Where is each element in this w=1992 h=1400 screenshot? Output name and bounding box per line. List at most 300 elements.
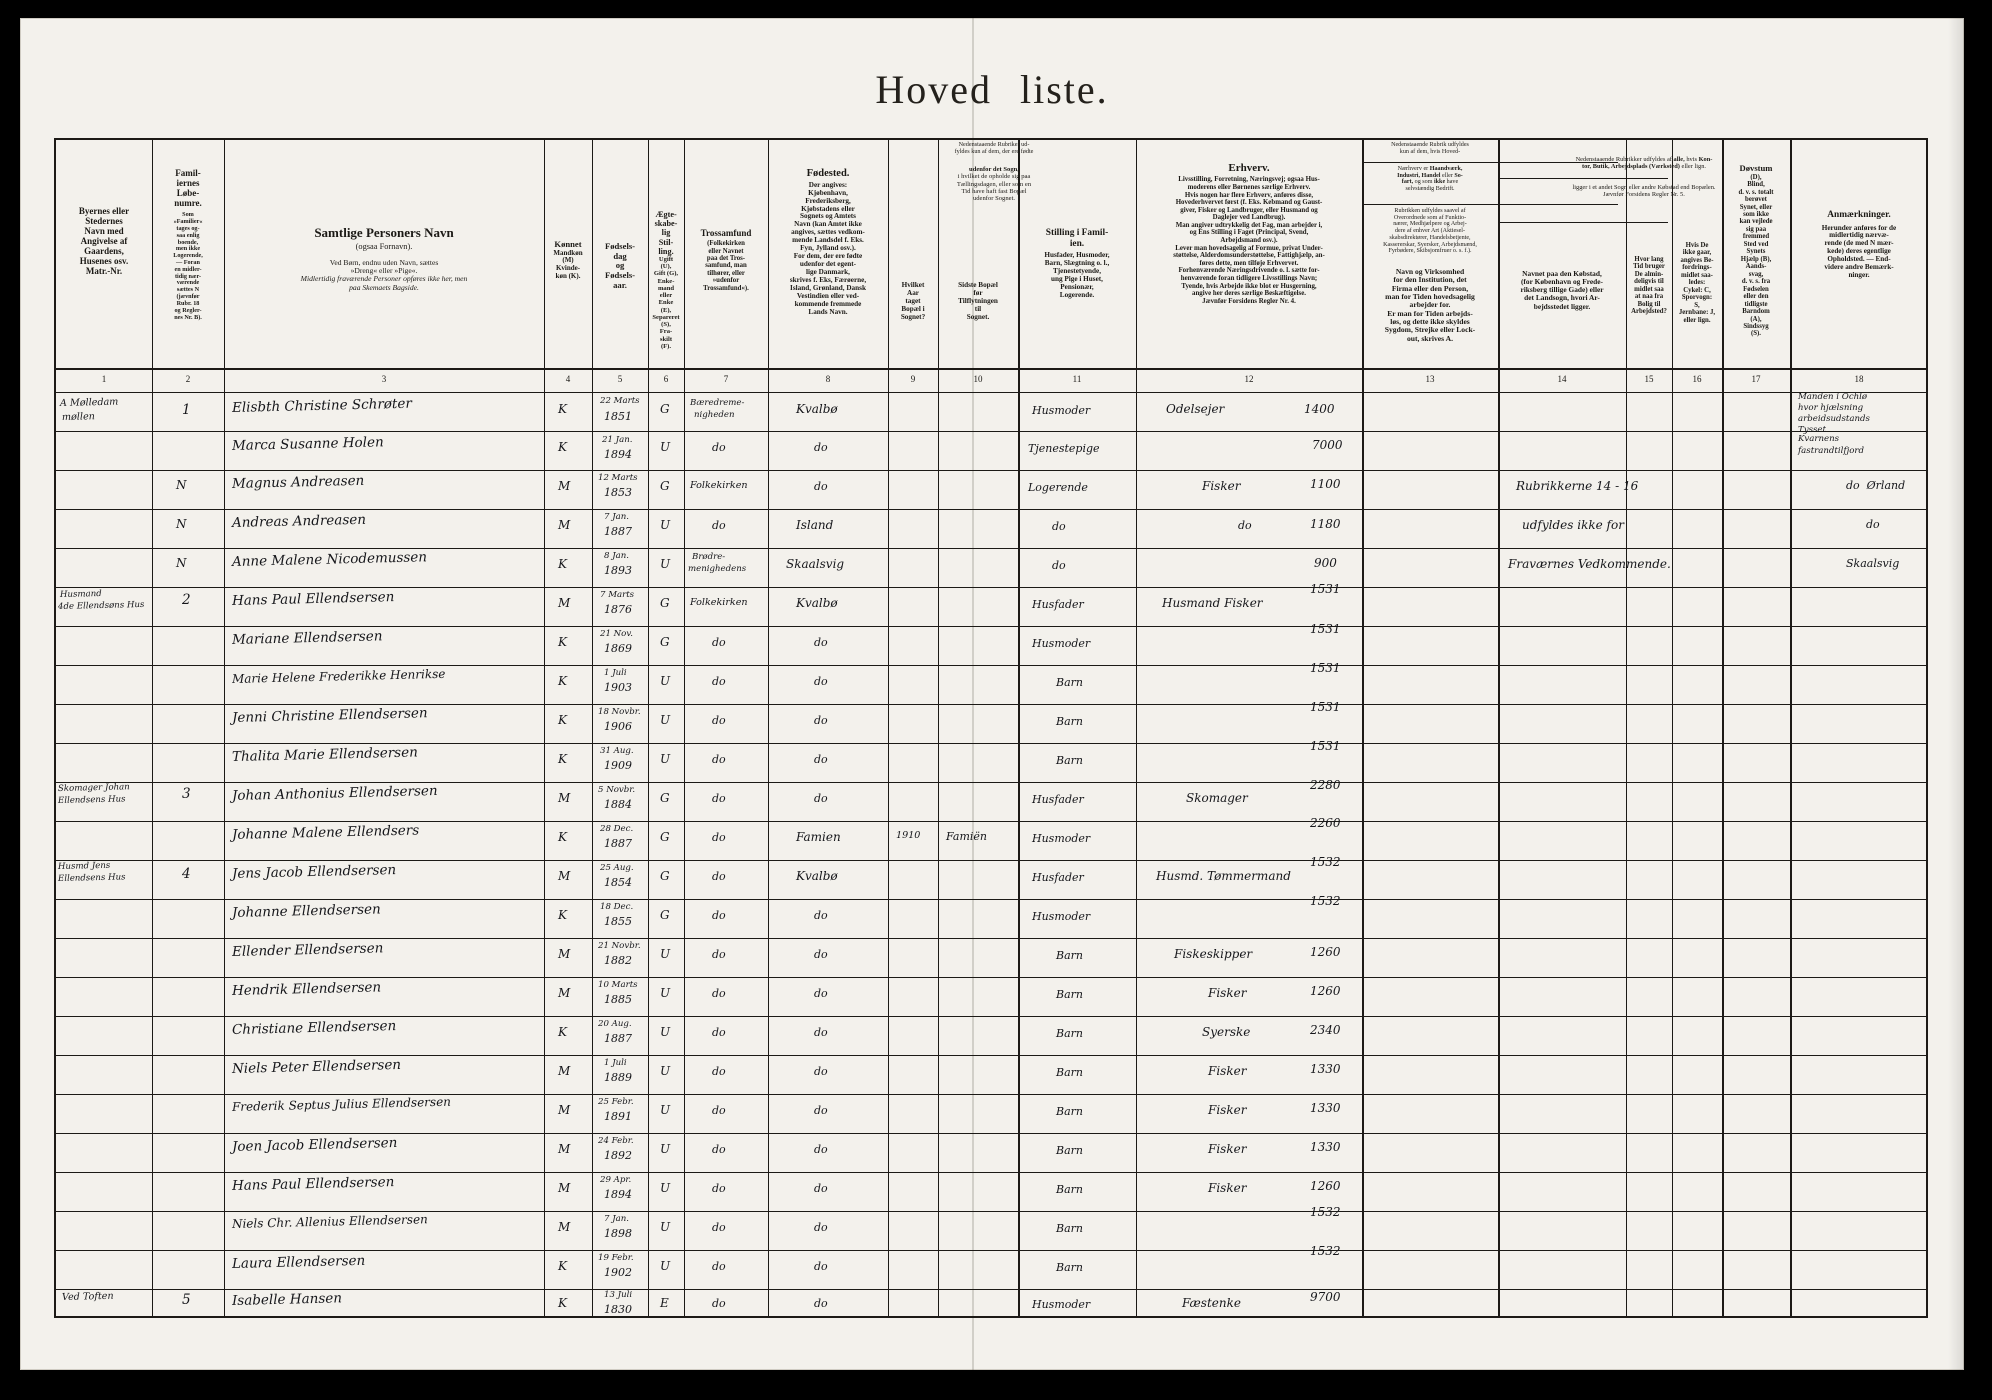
row-line-3 (56, 509, 1926, 510)
row-birthday: 29 Apr. (600, 1175, 632, 1185)
row-sex: M (558, 1142, 571, 1156)
row-faith: do (712, 1221, 726, 1234)
row-birthyear: 1889 (604, 1071, 632, 1084)
row-family: do (1052, 520, 1066, 533)
row-birthplace: do (814, 480, 828, 493)
row-firm: 1400 (1304, 402, 1335, 416)
header-col-3: Samtlige Personers Navn (ogsaa Fornavn). Ved Børn, endnu uden Navn, sættes »Dreng« eller »Pige«. Midlertidig fraværende Personer opføres ikke her, men paa Skemaets Bagside. (300, 225, 468, 292)
row-marital: G (660, 869, 670, 883)
row-workplace: udfyldes ikke for (1522, 518, 1624, 532)
row-lastplace: Famiën (946, 830, 987, 843)
row-firm: 1531 (1310, 582, 1341, 596)
row-birthplace: do (814, 714, 828, 727)
colnum-6: 6 (663, 374, 669, 384)
row-birthday: 18 Dec. (600, 902, 634, 912)
row-place: Ved Toften (61, 1290, 114, 1303)
row-family: Husmoder (1032, 637, 1091, 650)
row-birthday: 21 Jan. (602, 435, 633, 445)
row-name: Hans Paul Ellendsersen (231, 1174, 395, 1194)
row-place: Husmand (59, 588, 102, 600)
row-name: Hendrik Ellendsersen (231, 979, 382, 999)
row-workplace: Fraværnes Vedkommende. (1508, 557, 1671, 571)
row-name: Marie Helene Frederikke Henrikse (231, 666, 446, 686)
row-faith: do (712, 870, 726, 883)
row-family: do (1052, 559, 1066, 572)
row-birthyear: 1854 (604, 876, 632, 889)
row-line-17 (56, 1055, 1926, 1056)
row-notes-2: hvor hjælsning (1798, 403, 1864, 413)
header-col-2: Famil- iernes Løbe- numre. Som »Familier« tages og- saa enlig boende, men ikke Logerende, — Foran en midler- tidig nær- værende sættes N (jævnfør Rubr. 18 og Regler- nes Nr. B). (173, 168, 203, 321)
row-faith: do (712, 948, 726, 961)
row-marital: U (660, 1064, 671, 1078)
row-notes-3: arbeidsudstands (1798, 414, 1870, 424)
row-family: Tjenestepige (1028, 442, 1100, 455)
page-title (20, 66, 1964, 113)
row-place-cont: Ellendsens Hus (57, 794, 126, 806)
row-sex: M (558, 947, 571, 961)
row-faith: do (712, 987, 726, 1000)
row-firm: 1330 (1310, 1062, 1341, 1076)
header-col-13-note: Nedenstaaende Rubrik udfyldes kun af dem, hvis Hoved- (1391, 142, 1469, 155)
page-title-word2: liste. (1019, 67, 1109, 112)
row-birthyear: 1887 (604, 1032, 632, 1045)
row-birthplace: do (814, 1260, 828, 1273)
row-name: Johanne Ellendsersen (231, 901, 381, 921)
row-marital: G (660, 479, 670, 493)
row-sex: K (558, 440, 567, 454)
row-birthyear: 1892 (604, 1149, 632, 1162)
row-sex: K (558, 908, 567, 922)
row-occupation: Fisker (1208, 1142, 1247, 1156)
row-birthplace: Famien (796, 830, 841, 844)
row-name: Anne Malene Nicodemussen (231, 549, 428, 570)
colnum-16: 16 (1692, 374, 1702, 384)
row-sex: K (558, 635, 567, 649)
row-famno: 1 (182, 402, 191, 418)
row-faith-cont: menighedens (688, 564, 747, 574)
row-famno: 4 (182, 866, 191, 882)
header-col-13: Navn og Virksomhed for den Institution, det Firma eller den Person, man for Tiden hovedsagelig arbejder for. Er man for Tiden arbejds- løs, og dette ikke skyldes Sygdom, Strejke eller Lock- out, skrives A. (1384, 267, 1476, 343)
row-birthday: 18 Novbr. (598, 707, 641, 717)
row-family: Barn (1056, 754, 1083, 767)
header-col-13-note3: Rubrikken udfyldes saavel af Overordnede som af Funktio- nærer, Medhjælpere og Arbej- dere af enhver Art (Aktiesel- skabsdirektører, Handelsbetjente, Kassererskar, Syersker, Arbejdsmænd, Fyrbødere, Skibsjomfruer o. s. f.). (1383, 208, 1477, 255)
row-name: Frederik Septus Julius Ellendsersen (231, 1094, 452, 1114)
colnum-9: 9 (910, 374, 916, 384)
header-col-11: Stilling i Famil- ien. Husfader, Husmoder, Barn, Slægtning o. l., Tjenestetyende, ung Pige i Huset, Pensionær, Logerende. (1044, 228, 1110, 299)
header-col-13-note2: Nærhverv er Haandværk, Industri, Handel eller So- fart, og som ikke have selvstændig Bedrift. (1397, 166, 1463, 193)
row-occupation: Fæstenke (1182, 1296, 1241, 1310)
row-sex: K (558, 402, 567, 416)
header-col-7: Trossamfund (Folkekirken eller Navnet paa det Tros- samfund, man tilhører, eller »udenfor Trossamfund«). (700, 228, 752, 292)
header-col-18: Anmærkninger. Herunder anføres for de midlertidig nærvæ- rende (de med N mær- kede) deres egentlige Opholdsted. — End- videre andre Bemærk- ninger. (1821, 210, 1897, 280)
header-subline-13-mid (1362, 204, 1618, 205)
row-marital: G (660, 402, 670, 416)
row-birthplace: do (814, 987, 828, 1000)
row-name: Ellender Ellendsersen (231, 940, 384, 960)
row-birthplace: do (814, 909, 828, 922)
header-col-9: Hvilket Aar taget Bopæl i Sognet? (900, 281, 926, 321)
row-faith: do (712, 1026, 726, 1039)
row-birthplace: do (814, 675, 828, 688)
row-firm: 1100 (1310, 477, 1341, 491)
row-firm: 900 (1314, 556, 1337, 570)
row-place: Skomager Johan (57, 782, 130, 794)
row-faith: do (712, 636, 726, 649)
row-sex: M (558, 1220, 571, 1234)
row-faith: Folkekirken (690, 480, 748, 491)
row-firm: 1330 (1310, 1101, 1341, 1115)
row-sex: K (558, 557, 567, 571)
row-faith: Brødre- (692, 552, 726, 562)
row-line-20 (56, 1172, 1926, 1173)
row-firm: 1532 (1310, 894, 1341, 908)
row-sex: K (558, 830, 567, 844)
row-family: Husfader (1032, 598, 1084, 611)
row-occupation: Husmd. Tømmermand (1156, 869, 1291, 883)
row-faith: do (712, 1297, 726, 1310)
row-firm: 1532 (1310, 1205, 1341, 1219)
row-occupation: Syerske (1202, 1025, 1251, 1039)
row-birthday: 5 Novbr. (598, 785, 636, 795)
row-firm: 1531 (1310, 739, 1341, 753)
row-family: Barn (1056, 1183, 1083, 1196)
row-sex: K (558, 674, 567, 688)
row-place-cont: møllen (61, 411, 95, 423)
row-faith: do (712, 1143, 726, 1156)
row-birthyear: 1869 (604, 642, 632, 655)
row-faith: do (712, 675, 726, 688)
row-line-9 (56, 743, 1926, 744)
header-col-9-10-note: Nedenstaaende Rubriker ud- fyldes kun af dem, der ere fødte (954, 141, 1034, 155)
row-birthday: 19 Febr. (598, 1253, 634, 1263)
row-birthyear: 1894 (604, 448, 632, 461)
row-faith: do (712, 441, 726, 454)
row-occupation: Skomager (1186, 791, 1248, 805)
header-col-5: Fødsels- dag og Fødsels- aar. (604, 241, 636, 290)
colnum-8: 8 (825, 374, 831, 384)
row-marital: G (660, 596, 670, 610)
row-birthday: 25 Aug. (600, 863, 634, 873)
row-faith: do (712, 1260, 726, 1273)
row-marital: U (660, 1142, 671, 1156)
colnum-5: 5 (617, 374, 623, 384)
row-sex: M (558, 1064, 571, 1078)
header-col-12: Erhverv. Livsstilling, Forretning, Næringsvej; ogsaa Hus- moderens eller Børnenes særlige Erhverv. Hvis nogen har flere Erhverv, anføres disse, Hovederhvervet først (f. Eks. Kebmand og Gaust- giver, Fisker og Landbruger, eller Husmand og Daglejer ved Landbrug). Man angiver udtrykkelig det Fag, man arbejder i, og Ens Stilling i Faget (Principal, Svend, Arbejdsmand osv.). Lever man hovedsagelig af Formue, privat Under- støttelse, Alderdomsunderstøttelse, Fattighjælp, an- føres dette, men tilføje Erhvervet. Forhenværende Næringsdrivende o. l. sætte for- henværende foran tidligere Livsstillings Navn; Tyende, hvis Arbejde ikke blot er Husgerning, angive her deres særlige Beskæftigelse. Jævnfør Forsidens Regler Nr. 4. (1173, 162, 1325, 305)
header-subline-14-16 (1498, 178, 1668, 179)
colnum-7: 7 (723, 374, 729, 384)
row-sex: M (558, 1181, 571, 1195)
row-faith-cont: nigheden (694, 410, 735, 420)
row-name: Johanne Malene Ellendsers (231, 822, 420, 843)
header-col-16: Hvis De ikke gaar, angives Be- fordrings- midlet saa- ledes: Cykel: C, Sporvogn: S, Jernbane: J, eller lign. (1678, 242, 1716, 324)
row-family: Husmoder (1032, 1298, 1091, 1311)
row-line-2 (56, 470, 1926, 471)
row-workplace: Rubrikkerne 14 - 16 (1516, 479, 1639, 493)
row-birthplace: do (814, 1221, 828, 1234)
row-occupation: do (1238, 519, 1252, 532)
row-marital: U (660, 674, 671, 688)
row-birthplace: do (814, 1143, 828, 1156)
row-line-22 (56, 1250, 1926, 1251)
colnum-14: 14 (1557, 374, 1567, 384)
row-place-cont: Ellendsens Hus (57, 872, 126, 884)
row-firm: 1531 (1310, 622, 1341, 636)
row-sex: M (558, 479, 571, 493)
row-birthday: 25 Febr. (598, 1097, 634, 1107)
row-sex: M (558, 518, 571, 532)
row-birthplace: do (814, 1065, 828, 1078)
row-place: Husmd Jens (57, 860, 111, 872)
colnum-1: 1 (101, 374, 107, 384)
header-subline-14-16b (1498, 222, 1668, 223)
row-marital: U (660, 440, 671, 454)
row-birthyear: 1884 (604, 798, 632, 811)
row-birthday: 20 Aug. (598, 1019, 632, 1029)
row-faith: do (712, 519, 726, 532)
row-firm: 1330 (1310, 1140, 1341, 1154)
colnum-4: 4 (565, 374, 571, 384)
row-sex: K (558, 1259, 567, 1273)
row-birthday: 7 Jan. (604, 512, 630, 522)
row-occupation: Husmand Fisker (1162, 596, 1263, 610)
row-birthyear: 1855 (604, 915, 632, 928)
row-name: Andreas Andreasen (231, 511, 367, 531)
row-line-4 (56, 548, 1926, 549)
row-marital: U (660, 1103, 671, 1117)
row-notes-1: Kvarnens (1798, 434, 1840, 444)
row-birthplace: do (814, 1182, 828, 1195)
row-firm: 1532 (1310, 1244, 1341, 1258)
row-faith: do (712, 1104, 726, 1117)
row-birthyear: 1891 (604, 1110, 632, 1123)
row-faith: Bæredreme- (690, 398, 745, 408)
row-family: Barn (1056, 1261, 1083, 1274)
row-birthyear: 1876 (604, 603, 632, 616)
row-birthyear: 1909 (604, 759, 632, 772)
row-birthyear: 1887 (604, 837, 632, 850)
row-famno: N (176, 556, 187, 570)
row-occupation: Fisker (1208, 1181, 1247, 1195)
row-family: Barn (1056, 715, 1083, 728)
page-title-word1: Hoved (875, 67, 992, 112)
row-famno: 2 (182, 592, 191, 608)
row-line-13 (56, 899, 1926, 900)
row-line-18 (56, 1094, 1926, 1095)
row-occupation: Fisker (1208, 1103, 1247, 1117)
row-notes: do Ørland (1846, 479, 1906, 492)
row-faith: do (712, 714, 726, 727)
col-divider-13 (1498, 140, 1500, 1316)
row-sex: K (558, 1025, 567, 1039)
row-sex: M (558, 869, 571, 883)
row-line-11 (56, 821, 1926, 822)
row-birthday: 8 Jan. (604, 551, 630, 561)
row-sex: M (558, 791, 571, 805)
row-birthday: 21 Nov. (600, 629, 633, 639)
row-line-7 (56, 665, 1926, 666)
row-faith: do (712, 753, 726, 766)
row-occupation: Fisker (1208, 986, 1247, 1000)
row-birthplace: do (814, 441, 828, 454)
row-faith: Folkekirken (690, 597, 748, 608)
row-place: A Mølledam (59, 396, 119, 409)
row-name: Marca Susanne Holen (231, 434, 384, 454)
header-col-9-10-note2: udenfor det Sogn, i hvilket de opholde sig paa Tællingsdagen, eller som en Tid have haft fast Bopæl udenfor Sognet. (956, 166, 1032, 202)
row-birthyear: 1830 (604, 1303, 632, 1316)
row-line-19 (56, 1133, 1926, 1134)
row-family: Husmoder (1032, 404, 1091, 417)
row-faith: do (712, 792, 726, 805)
row-name: Johan Anthonius Ellendsersen (231, 782, 438, 804)
census-form-paper (20, 18, 1964, 1370)
row-firm: 1531 (1310, 700, 1341, 714)
row-famno: 5 (182, 1292, 191, 1308)
row-line-5 (56, 587, 1926, 588)
row-birthyear: 1853 (604, 486, 632, 499)
row-marital: U (660, 1259, 671, 1273)
row-occupation: Fisker (1208, 1064, 1247, 1078)
colnum-15: 15 (1644, 374, 1654, 384)
row-marital: U (660, 518, 671, 532)
row-line-1 (56, 431, 1926, 432)
row-line-14 (56, 938, 1926, 939)
col-divider-3 (544, 140, 545, 1316)
row-marital: U (660, 986, 671, 1000)
row-firm: 1260 (1310, 984, 1341, 998)
row-family: Barn (1056, 1144, 1083, 1157)
colnum-18: 18 (1854, 374, 1864, 384)
colnum-11: 11 (1072, 374, 1082, 384)
header-col-1: Byernes eller Stedernes Navn med Angivelse af Gaardens, Husenes osv. Matr.-Nr. (78, 206, 130, 277)
row-firm: 1260 (1310, 1179, 1341, 1193)
row-name: Jenni Christine Ellendsersen (231, 705, 428, 726)
row-family: Husfader (1032, 871, 1084, 884)
row-sex: M (558, 1103, 571, 1117)
row-birthday: 22 Marts (600, 396, 640, 406)
row-name: Isabelle Hansen (231, 1290, 343, 1309)
row-marital: U (660, 1181, 671, 1195)
row-firm: 2260 (1310, 816, 1341, 830)
col-divider-10 (1018, 140, 1020, 1316)
row-birthyear: 1906 (604, 720, 632, 733)
header-col-14-16-note: Nedenstaaende Rubrikker udfyldes af alle, hvis Kon- tor, Butik, Arbejdsplads (Værksted) eller lign. (1575, 156, 1713, 171)
row-family: Barn (1056, 1066, 1083, 1079)
header-col-15: Hvor lang Tid bruger De almin- deligvis til midlet saa at naa fra Bolig til Arbejdsted? (1631, 256, 1667, 316)
row-famno: N (176, 517, 187, 531)
row-year: 1910 (896, 830, 921, 841)
row-marital: U (660, 752, 671, 766)
row-birthplace: do (814, 1297, 828, 1310)
header-col-8: Fødested. Der angives: Kjøbenhavn, Frederiksberg, Kjøbstadens eller Sognets og Amtets Navn (kan Amtet ikke angives, sættes vedkom- mende Landsdel f. Eks. Fyn, Jylland osv.). For dem, der ere fødte udenfor det egent- lige Danmark, skrives f. Eks, Færøerne, Island, Grønland, Dansk Vestindien eller ved- kommende fremmede Lands Navn. (789, 168, 867, 316)
row-occupation: Fisker (1202, 479, 1241, 493)
row-firm: 1180 (1310, 517, 1341, 531)
header-col-17: Døvstum (D), Blind, d. v. s. totalt berøvet Synet, eller som ikke kan vejlede sig paa fremmed Sted ved Synets Hjælp (B), Aands- svag, d. v. s. fra Fødselen eller den tidligste Barndom (A), Sindssyg (S). (1738, 163, 1774, 338)
row-name: Hans Paul Ellendsersen (231, 589, 395, 609)
col-divider-11 (1136, 140, 1137, 1316)
row-birthplace: do (814, 753, 828, 766)
row-marital: E (660, 1296, 669, 1310)
colnum-12: 12 (1244, 374, 1254, 384)
row-firm: 7000 (1312, 438, 1343, 452)
header-bottom-line (56, 368, 1926, 370)
row-family: Barn (1056, 949, 1083, 962)
row-birthyear: 1882 (604, 954, 632, 967)
row-birthyear: 1903 (604, 681, 632, 694)
row-birthday: 21 Novbr. (598, 941, 641, 951)
row-birthplace: Kvalbø (796, 869, 838, 883)
colnum-13: 13 (1425, 374, 1435, 384)
row-faith: do (712, 831, 726, 844)
row-notes-4: Tysset (1798, 425, 1826, 435)
row-birthplace: do (814, 1104, 828, 1117)
row-notes: Skaalsvig (1846, 557, 1900, 570)
row-sex: K (558, 752, 567, 766)
row-birthplace: do (814, 948, 828, 961)
row-birthplace: Kvalbø (796, 402, 838, 416)
row-marital: U (660, 947, 671, 961)
col-divider-17 (1790, 140, 1792, 1316)
row-faith: do (712, 909, 726, 922)
row-occupation: Odelsejer (1166, 402, 1225, 416)
row-sex: K (558, 1296, 567, 1310)
colnum-3: 3 (381, 374, 387, 384)
row-name: Jens Jacob Ellendsersen (231, 861, 397, 882)
row-birthday: 1 Juli (604, 1058, 627, 1068)
row-family: Husmoder (1032, 832, 1091, 845)
row-name: Thalita Marie Ellendsersen (231, 744, 419, 765)
row-birthday: 31 Aug. (600, 746, 634, 756)
row-sex: K (558, 713, 567, 727)
row-birthyear: 1898 (604, 1227, 632, 1240)
row-line-16 (56, 1016, 1926, 1017)
row-firm: 2280 (1310, 778, 1341, 792)
row-occupation: Fiskeskipper (1174, 947, 1253, 961)
row-birthplace: Island (796, 518, 834, 532)
row-birthyear: 1887 (604, 525, 632, 538)
row-name: Magnus Andreasen (231, 472, 365, 492)
row-birthplace: do (814, 636, 828, 649)
row-marital: G (660, 908, 670, 922)
row-name: Mariane Ellendsersen (231, 628, 383, 648)
row-birthday: 10 Marts (598, 980, 638, 990)
header-col-6: Ægte- skabe- lig Stil- ling. Ugift (U), Gift (G), Enke- mand eller Enke (E), Separeret (S), Fra- skilt (F). (652, 210, 680, 350)
row-line-21 (56, 1211, 1926, 1212)
row-birthday: 1 Juli (604, 668, 627, 678)
row-marital: U (660, 713, 671, 727)
row-birthday: 13 Juli (604, 1290, 633, 1300)
row-firm: 2340 (1310, 1023, 1341, 1037)
row-firm: 1532 (1310, 855, 1341, 869)
row-name: Niels Chr. Allenius Ellendsersen (231, 1212, 428, 1231)
row-birthplace: Kvalbø (796, 596, 838, 610)
row-firm: 1531 (1310, 661, 1341, 675)
row-marital: U (660, 557, 671, 571)
row-birthday: 28 Dec. (600, 824, 634, 834)
row-name: Niels Peter Ellendsersen (231, 1056, 402, 1077)
row-birthyear: 1902 (604, 1266, 632, 1279)
header-col-4: Kønnet Mandkøn (M) Kvinde- køn (K). (553, 239, 583, 280)
colnum-17: 17 (1751, 374, 1761, 384)
col-divider-6 (684, 140, 685, 1316)
row-birthyear: 1885 (604, 993, 632, 1006)
row-birthyear: 1851 (604, 410, 632, 423)
row-faith: do (712, 1065, 726, 1078)
row-family: Husmoder (1032, 910, 1091, 923)
row-line-12 (56, 860, 1926, 861)
col-divider-4 (592, 140, 593, 1316)
colnum-2: 2 (185, 374, 191, 384)
header-col-14-16-note2: ligger i et andet Sogn eller andre Købstad end Bopælen. Jævnfør Forsidens Regler Nr. 5. (1572, 184, 1716, 199)
